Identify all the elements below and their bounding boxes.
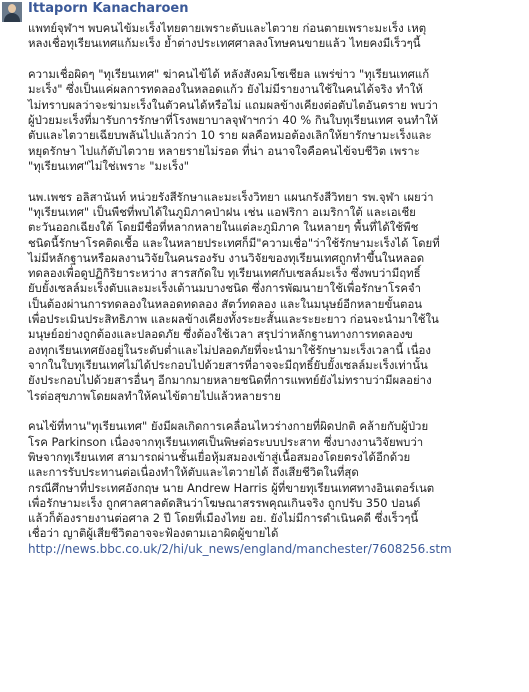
- post-paragraph-belief: ความเชื่อผิดๆ "ทุเรียนเทศ" ฆ่าคนไข้ได้ หลังสังคมโซเชียล แพร่ข่าว "ทุเรียนเทศแก้ มะเร็ง" ซึ่งเป็นแค่ผลการทดลองในหลอดแก้ว ยังไม่มีรายงานใช้ในคนได้จริง ทำให้ ไม่ทราบผลว่าจะฆ่ามะเร็งในตัวคนได้หรือไม่ แถมผลข้างเคียงต่อตับไตอันตราย พบว่า ผู้ป่วยมะเร็งที่มารับการรักษาที่โรงพยาบาลจุฬาฯกว่า 40 % กินใบทุเรียนเทศ จนทำให้ ตับและไตวายเฉียบพลันไปแล้วกว่า 10 ราย ผลคือหมอต้องเลิกให้ยารักษามะเร็งและ หยุดรักษา ไปแก้ตับไตวาย หลายรายไม่รอด ที่น่า อนาจใจคือคนไข้จบชีวิต เพราะ "ทุเรียนเทศ"ไม่ใช่เพราะ "มะเร็ง": [28, 67, 439, 173]
- paragraph-gap: [28, 404, 526, 420]
- source-link[interactable]: http://news.bbc.co.uk/2/hi/uk_news/england/manchester/7608256.stm: [28, 541, 452, 556]
- paragraph-gap: [28, 174, 526, 190]
- post-paragraph-headline: แพทย์จุฬาฯ พบคนไข้มะเร็งไทยตายเพราะตับและไตวาย ก่อนตายเพราะมะเร็ง เหตุ หลงเชื่อทุเรียนเทศแก้มะเร็ง ย้ำต่างประเทศศาลลงโทษคนขายแล้ว ไทยคงมีเร็วๆนี้: [28, 21, 427, 51]
- post-paragraph-case: คนไข้ที่ทาน"ทุเรียนเทศ" ยังมีผลเกิดการเคลื่อนไหวร่างกายที่ผิดปกติ คล้ายกับผู้ป่วย โรค Parkinson เนื่องจากทุเรียนเทศเป็นพิษต่อระบบประสาท ซึ่งบางงานวิจัยพบว่า พิษจากทุเรียนเทศ สามารถผ่านชั้นเยื่อหุ้มสมองเข้าสู่เนื้อสมองโดยตรงได้อีกด้วย และการรับประทานต่อเนื่องทำให้ตับและไตวายได้ ถึงเสียชีวิตในที่สุด กรณีศึกษาที่ประเทศอังกฤษ นาย Andrew Harris ผู้ที่ขายทุเรียนเทศทางอินเตอร์เนต เพื่อรักษามะเร็ง ถูกศาลศาลตัดสินว่าโฆษณาสรรพคุณเกินจริง ถูกปรับ 350 ปอนด์ แล้วก็ต้องรายงานต่อศาล 2 ปี โดยที่เมืองไทย อย. ยังไม่มีการดำเนินคดี ซึ่งเร็วๆนี้ เชื่อว่า ญาติผู้เสียชีวิตอาจจะฟ้องตามเอาผิดผู้ขายได้: [28, 419, 435, 541]
- avatar[interactable]: [2, 2, 22, 22]
- avatar-head: [8, 4, 16, 13]
- post-body: [28, 21, 526, 557]
- author-name[interactable]: Ittaporn Kanacharoen: [28, 1, 189, 16]
- avatar-body: [4, 13, 20, 22]
- post-paragraph-doctor: นพ.เพชร อลิสานันท์ หน่วยรังสีรักษาและมะเร็งวิทยา แผนกรังสีวิทยา รพ.จุฬา เผยว่า "ทุเรียนเทศ" เป็นพืชที่พบได้ในภูมิภาคป่าฝน เช่น แอฟริกา อเมริกาใต้ และเอเชีย ตะวันออกเฉียงใต้ โดยมีชื่อที่หลากหลายในแต่ละภูมิภาค ในหลายๆ พื้นที่ได้ใช้พืช ชนิดนี้รักษาโรคติดเชื้อ และในหลายประเทศก็มี"ความเชื่อ"ว่าใช้รักษามะเร็งได้ โดยที่ ไม่มีหลักฐานหรือผลงานวิจัยในคนรองรับ งานวิจัยของทุเรียนเทศถูกทำขึ้นในหลอด ทดลองเพื่อดูปฏิกิริยาระหว่าง สารสกัดใบ ทุเรียนเทศกับเซลล์มะเร็ง ซึ่งพบว่ามีฤทธิ์ ยับยั้งเซลล์มะเร็งตับและมะเร็งเต้านมบางชนิด ซึ่งการพัฒนายาใช้เพื่อรักษาโรคจำ เป็นต้องผ่านการทดลองในหลอดทดลอง สัตว์ทดลอง และในมนุษย์อีกหลายขั้นตอน เพื่อประเมินประสิทธิภาพ และผลข้างเคียงทั้งระยะสั้นและระยะยาว ก่อนจะนำมาใช้ใน มนุษย์อย่างถูกต้องและปลอดภัย ซึ่งต้องใช้เวลา สรุปว่าหลักฐานทางการทดลองข องทุกเรียนเทศยังอยู่ในระดับต่ำและไม่ปลอดภัยที่จะนำมาใช้รักษามะเร็งเวลานี้ เนื่อง จากในใบทุเรียนเทศไม่ได้ประกอบไปด้วยสารที่อาจจะมีฤทธิ์ยับยั้งเซลล์มะเร็งเท่านั้น ยังประกอบไปด้วยสารอื่นๆ อีกมากมายหลายชนิดที่การแพทย์ยังไม่ทราบว่ามีผลอย่าง ไรต่อสุขภาพโดยผลทำให้คนไข้ตายไปแล้วหลายราย: [28, 189, 440, 403]
- paragraph-gap: [28, 52, 526, 68]
